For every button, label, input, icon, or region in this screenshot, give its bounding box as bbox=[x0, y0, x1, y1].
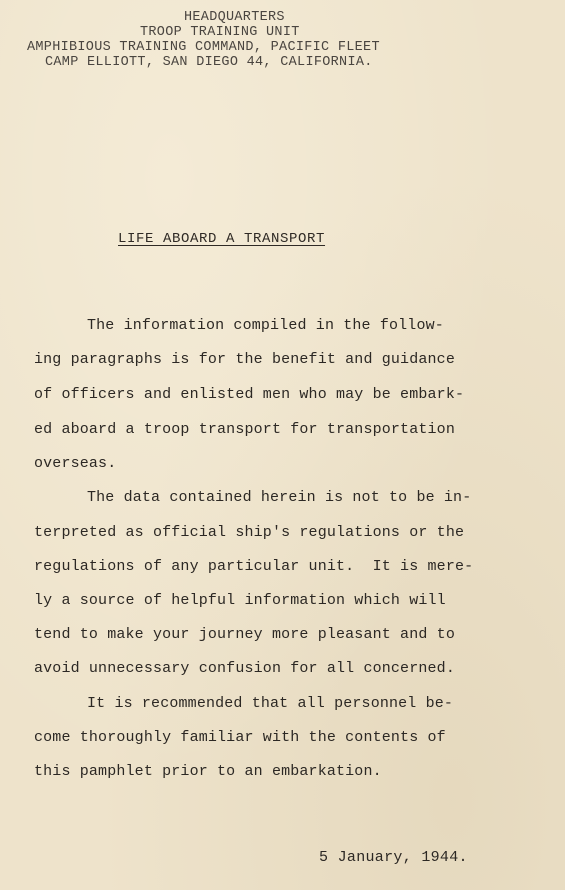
letterhead-line-headquarters: HEADQUARTERS bbox=[184, 10, 285, 25]
paragraph-2-line-5: tend to make your journey more pleasant and to bbox=[34, 626, 455, 643]
document-date: 5 January, 1944. bbox=[319, 849, 468, 866]
paragraph-2-line-1: The data contained herein is not to be in- bbox=[87, 489, 472, 506]
paragraph-2-line-6: avoid unnecessary confusion for all concerned. bbox=[34, 660, 455, 677]
paragraph-1-line-4: ed aboard a troop transport for transportation bbox=[34, 421, 455, 438]
paragraph-1-line-2: ing paragraphs is for the benefit and guidance bbox=[34, 351, 455, 368]
paragraph-1-line-1: The information compiled in the follow- bbox=[87, 317, 444, 334]
paragraph-3-line-2: come thoroughly familiar with the contents of bbox=[34, 729, 446, 746]
paragraph-2-line-2: terpreted as official ship's regulations or the bbox=[34, 524, 465, 541]
letterhead-line-address: CAMP ELLIOTT, SAN DIEGO 44, CALIFORNIA. bbox=[45, 55, 373, 70]
letterhead-line-command: AMPHIBIOUS TRAINING COMMAND, PACIFIC FLEET bbox=[27, 40, 380, 55]
paragraph-1-line-3: of officers and enlisted men who may be embark- bbox=[34, 386, 465, 403]
paragraph-2-line-4: ly a source of helpful information which will bbox=[34, 592, 446, 609]
letterhead-line-unit: TROOP TRAINING UNIT bbox=[140, 25, 300, 40]
paragraph-3-line-1: It is recommended that all personnel be- bbox=[87, 695, 454, 712]
paragraph-3-line-3: this pamphlet prior to an embarkation. bbox=[34, 763, 382, 780]
document-title: LIFE ABOARD A TRANSPORT bbox=[118, 231, 326, 247]
paragraph-1-line-5: overseas. bbox=[34, 455, 117, 472]
paragraph-2-line-3: regulations of any particular unit. It is mere- bbox=[34, 558, 474, 575]
